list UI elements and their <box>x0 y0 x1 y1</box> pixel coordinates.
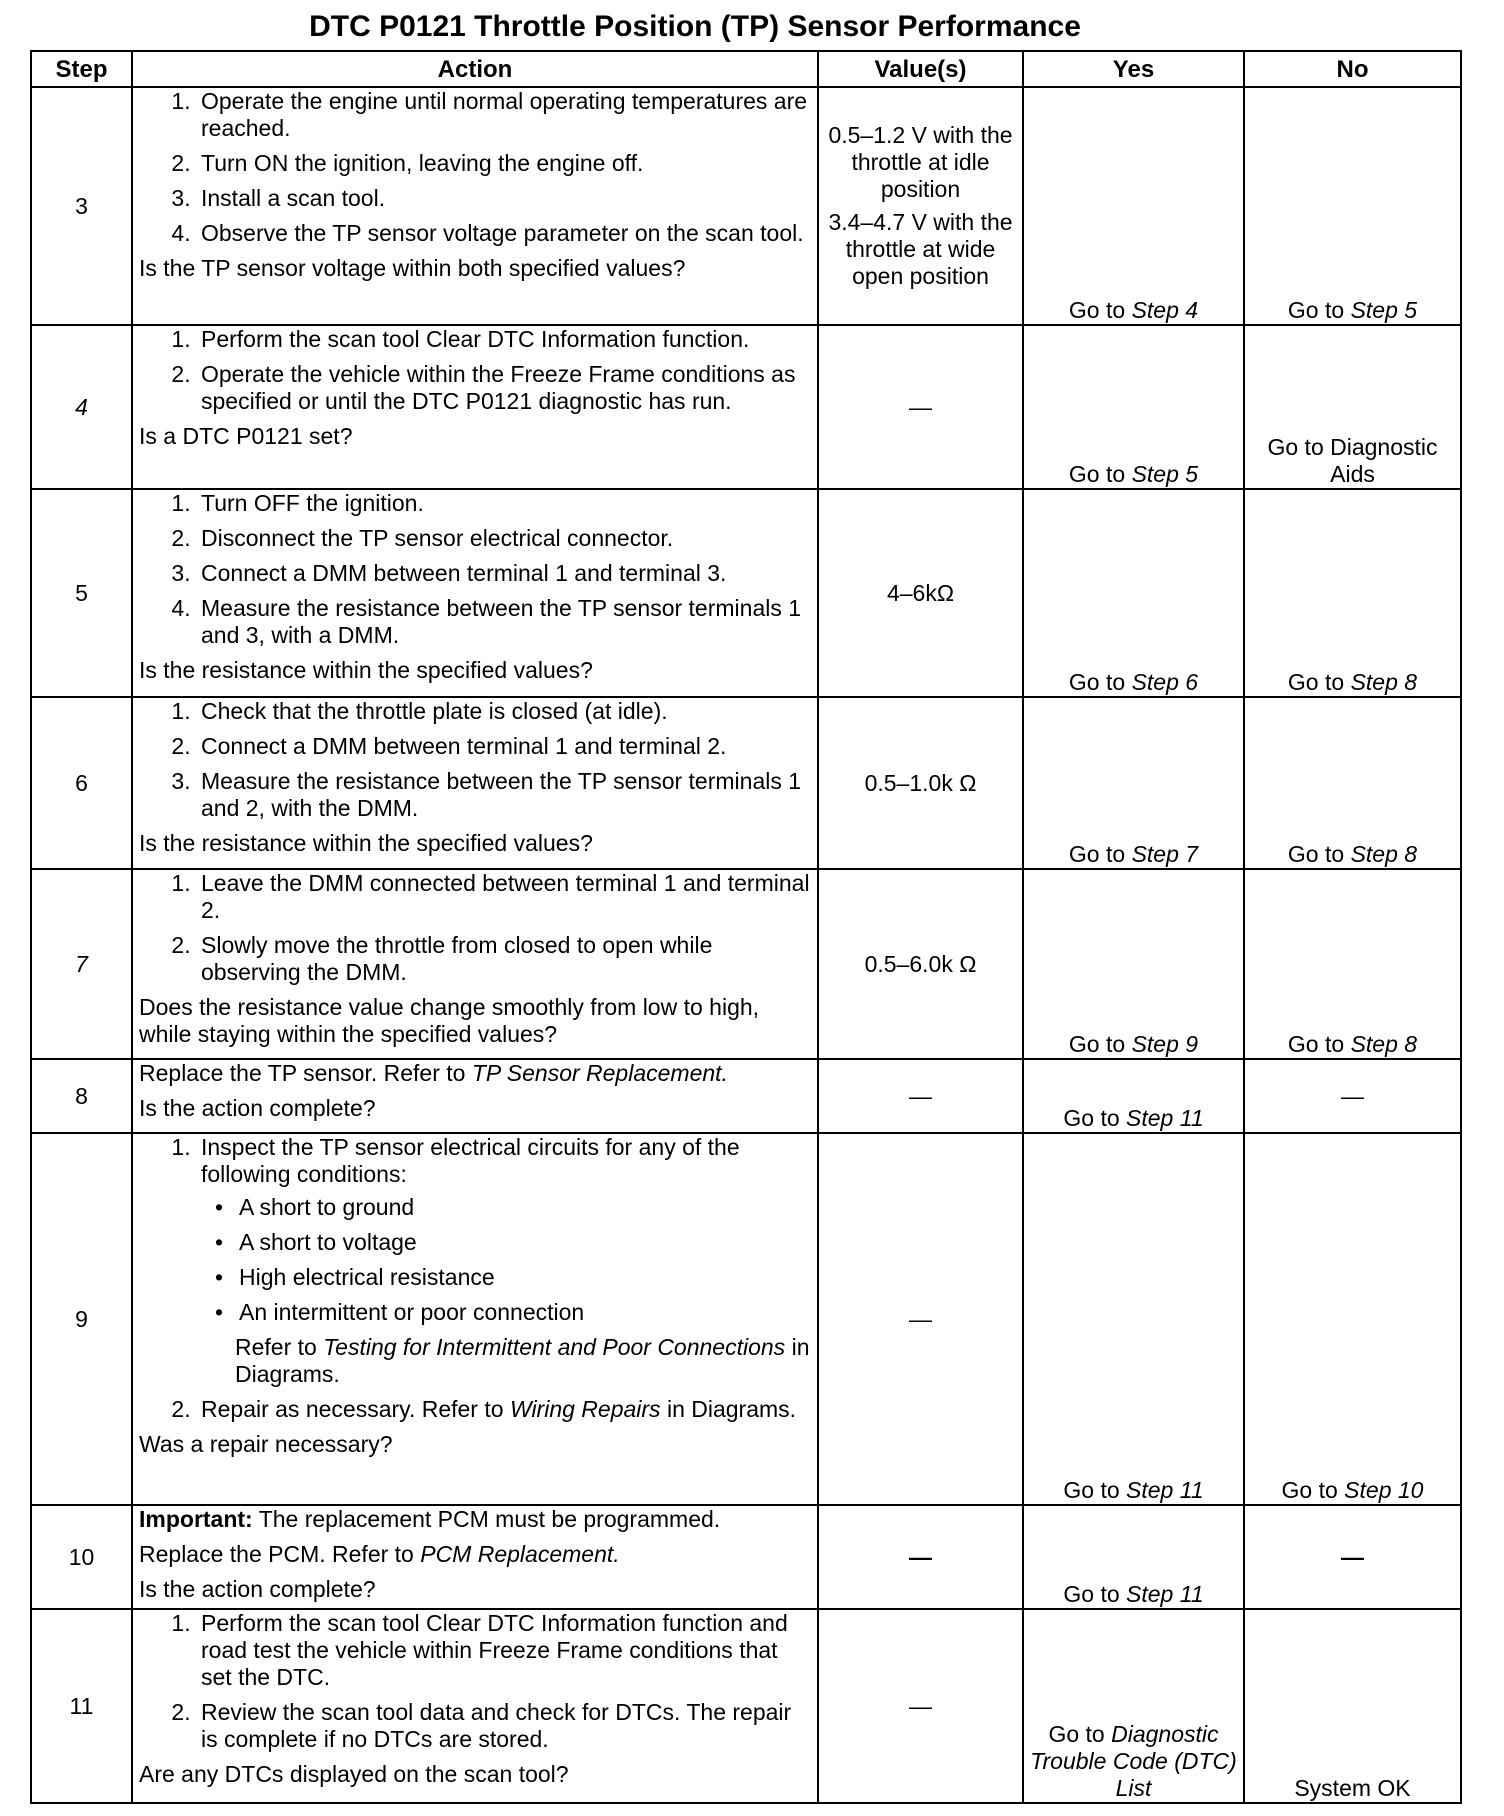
step-number: 4 <box>31 325 132 489</box>
yes-cell <box>1023 489 1244 697</box>
go-to-label: Go to <box>1068 297 1126 323</box>
step-link[interactable]: Step 11 <box>1126 1581 1204 1607</box>
value-cell: — <box>818 1059 1023 1133</box>
value-cell: — <box>818 1133 1023 1505</box>
action-prefix: Replace the PCM. Refer to <box>139 1541 414 1567</box>
action-item: 1. Operate the engine until normal operating temperatures are reached. <box>197 88 811 142</box>
table-row <box>31 489 1461 697</box>
go-to-label: Go to <box>1063 1477 1120 1503</box>
action-prefix: Replace the TP sensor. Refer to <box>139 1060 466 1086</box>
header-action: Action <box>132 51 818 87</box>
header-step: Step <box>31 51 132 87</box>
question-text: Is the action complete? <box>139 1095 376 1121</box>
action-item: 2. Review the scan tool data and check for DTCs. The repair is complete if no DTCs are stored. <box>197 1699 811 1753</box>
condition-item: • An intermittent or poor connection <box>235 1299 811 1326</box>
action-cell <box>132 869 818 1059</box>
question-text: Is the action complete? <box>139 1576 376 1602</box>
value-cell: — <box>818 1505 1023 1609</box>
value-cell <box>818 87 1023 325</box>
table-row <box>31 1505 1461 1609</box>
step-link[interactable]: Step 10 <box>1344 1477 1424 1503</box>
action-item: 3. Measure the resistance between the TP sensor terminals 1 and 2, with the DMM. <box>197 768 811 822</box>
header-values: Value(s) <box>818 51 1023 87</box>
action-item: 1. Perform the scan tool Clear DTC Information function and road test the vehicle within Freeze Frame conditions that set the DTC. <box>197 1610 811 1691</box>
action-item: 4. Measure the resistance between the TP sensor terminals 1 and 3, with a DMM. <box>197 595 811 649</box>
step-link[interactable]: Step 8 <box>1350 669 1418 695</box>
value-cell: 0.5–1.0k Ω <box>818 697 1023 869</box>
no-cell <box>1244 325 1461 489</box>
reference-link[interactable]: TP Sensor Replacement. <box>471 1060 728 1086</box>
action-item: 2. Connect a DMM between terminal 1 and terminal 2. <box>197 733 811 760</box>
step-number: 11 <box>31 1609 132 1803</box>
action-cell <box>132 697 818 869</box>
step-number: 10 <box>31 1505 132 1609</box>
step-link[interactable]: Step 4 <box>1131 297 1199 323</box>
important-note <box>139 1506 811 1533</box>
step-number: 8 <box>31 1059 132 1133</box>
action-list <box>139 1134 811 1423</box>
yes-cell <box>1023 1505 1244 1609</box>
step-number: 3 <box>31 87 132 325</box>
step-number: 7 <box>31 869 132 1059</box>
value-cell: — <box>818 1609 1023 1803</box>
condition-item: • A short to voltage <box>235 1229 811 1256</box>
action-prefix: Repair as necessary. Refer to <box>201 1396 504 1422</box>
go-to-label: Go to <box>1068 1031 1126 1057</box>
go-to-label: Go to <box>1281 1477 1338 1503</box>
step-link[interactable]: Step 8 <box>1350 841 1418 867</box>
table-row <box>31 325 1461 489</box>
action-item: 1. Check that the throttle plate is closed (at idle). <box>197 698 811 725</box>
dtc-list-link[interactable]: Diagnostic Trouble Code (DTC) List <box>1030 1721 1237 1801</box>
go-to-label: Go to <box>1287 841 1345 867</box>
value-cell: — <box>818 325 1023 489</box>
question-text: Was a repair necessary? <box>139 1431 393 1457</box>
action-cell <box>132 489 818 697</box>
action-item: 2. Turn ON the ignition, leaving the engine off. <box>197 150 811 177</box>
value-text: 3.4–4.7 V with the throttle at wide open position <box>828 209 1013 289</box>
step-link[interactable]: Step 6 <box>1131 669 1199 695</box>
action-item: 3. Install a scan tool. <box>197 185 811 212</box>
step-number: 9 <box>31 1133 132 1505</box>
step-link[interactable]: Step 5 <box>1131 461 1199 487</box>
action-text: Inspect the TP sensor electrical circuits for any of the following conditions: <box>201 1134 740 1187</box>
question-text: Is the TP sensor voltage within both specified values? <box>139 255 686 281</box>
step-link[interactable]: Step 7 <box>1131 841 1199 867</box>
step-link[interactable]: Step 11 <box>1126 1477 1204 1503</box>
no-cell <box>1244 1133 1461 1505</box>
action-item: 1. Perform the scan tool Clear DTC Information function. <box>197 326 811 353</box>
value-cell: 4–6kΩ <box>818 489 1023 697</box>
action-cell <box>132 87 818 325</box>
ref-prefix: Refer to <box>235 1334 317 1360</box>
go-to-label: Go to <box>1287 297 1345 323</box>
value-cell: 0.5–6.0k Ω <box>818 869 1023 1059</box>
go-to-label: Go to <box>1287 1031 1345 1057</box>
question-text: Is the resistance within the specified values? <box>139 657 593 683</box>
table-row <box>31 1133 1461 1505</box>
header-row <box>31 51 1461 87</box>
go-to-label: Go to <box>1287 669 1345 695</box>
step-number: 6 <box>31 697 132 869</box>
action-item: 2. Operate the vehicle within the Freeze Frame conditions as specified or until the DTC P0121 diagnostic has run. <box>197 361 811 415</box>
diagnostic-table <box>30 50 1462 1804</box>
no-cell <box>1244 87 1461 325</box>
ref-suffix: in Diagrams. <box>235 1334 810 1387</box>
no-cell <box>1244 697 1461 869</box>
step-link[interactable]: Step 8 <box>1350 1031 1418 1057</box>
step-link[interactable]: Step 5 <box>1350 297 1418 323</box>
yes-cell <box>1023 87 1244 325</box>
action-list <box>139 870 811 986</box>
action-text <box>139 1060 811 1087</box>
page-title: DTC P0121 Throttle Position (TP) Sensor Performance <box>309 10 1081 43</box>
action-item: 1. Leave the DMM connected between terminal 1 and terminal 2. <box>197 870 811 924</box>
yes-cell <box>1023 325 1244 489</box>
action-list <box>139 326 811 415</box>
action-cell <box>132 325 818 489</box>
step-link[interactable]: Step 9 <box>1131 1031 1199 1057</box>
go-to-label: Go to <box>1068 461 1126 487</box>
yes-cell <box>1023 1059 1244 1133</box>
yes-cell <box>1023 869 1244 1059</box>
question-text: Is the resistance within the specified values? <box>139 830 593 856</box>
go-to-label: Go to <box>1068 669 1126 695</box>
step-number: 5 <box>31 489 132 697</box>
action-list <box>139 1610 811 1753</box>
action-cell <box>132 1505 818 1609</box>
action-text <box>139 1541 811 1568</box>
no-cell: — <box>1244 1059 1461 1133</box>
reference-link[interactable]: Testing for Intermittent and Poor Connections <box>323 1334 786 1360</box>
yes-cell <box>1023 1133 1244 1505</box>
header-yes: Yes <box>1023 51 1244 87</box>
go-to-label: Go to <box>1063 1105 1120 1131</box>
action-item: 3. Connect a DMM between terminal 1 and terminal 3. <box>197 560 811 587</box>
condition-list <box>201 1194 811 1326</box>
condition-item: • A short to ground <box>235 1194 811 1221</box>
yes-cell <box>1023 1609 1244 1803</box>
diagnostic-aids-link[interactable]: Go to Diagnostic Aids <box>1267 434 1438 487</box>
action-suffix: in Diagrams. <box>666 1396 797 1422</box>
table-row <box>31 1609 1461 1803</box>
action-item: 1. Turn OFF the ignition. <box>197 490 811 517</box>
condition-item: • High electrical resistance <box>235 1264 811 1291</box>
important-text: The replacement PCM must be programmed. <box>258 1506 721 1532</box>
action-cell <box>132 1133 818 1505</box>
table-row <box>31 869 1461 1059</box>
action-cell <box>132 1059 818 1133</box>
action-item <box>197 1396 811 1423</box>
table-row <box>31 697 1461 869</box>
table-row <box>31 1059 1461 1133</box>
important-label: Important: <box>139 1506 253 1532</box>
question-text: Does the resistance value change smoothly from low to high, while staying within the specified values? <box>139 994 760 1047</box>
reference-note <box>235 1334 811 1388</box>
no-cell <box>1244 489 1461 697</box>
action-item: 2. Slowly move the throttle from closed to open while observing the DMM. <box>197 932 811 986</box>
go-to-label: Go to <box>1063 1581 1120 1607</box>
action-cell <box>132 1609 818 1803</box>
table-row <box>31 87 1461 325</box>
step-link[interactable]: Step 11 <box>1126 1105 1204 1131</box>
action-list <box>139 88 811 247</box>
action-item: 4. Observe the TP sensor voltage parameter on the scan tool. <box>197 220 811 247</box>
action-item <box>197 1134 811 1388</box>
question-text: Is a DTC P0121 set? <box>139 423 353 449</box>
no-cell: System OK <box>1244 1609 1461 1803</box>
header-no: No <box>1244 51 1461 87</box>
go-to-label: Go to <box>1068 841 1126 867</box>
reference-link[interactable]: Wiring Repairs <box>509 1396 661 1422</box>
action-list <box>139 490 811 649</box>
no-cell: — <box>1244 1505 1461 1609</box>
action-list <box>139 698 811 822</box>
question-text: Are any DTCs displayed on the scan tool? <box>139 1761 569 1787</box>
reference-link[interactable]: PCM Replacement. <box>420 1541 620 1567</box>
action-item: 2. Disconnect the TP sensor electrical connector. <box>197 525 811 552</box>
yes-cell <box>1023 697 1244 869</box>
go-to-label: Go to <box>1048 1721 1105 1747</box>
value-text: 0.5–1.2 V with the throttle at idle position <box>828 122 1013 202</box>
no-cell <box>1244 869 1461 1059</box>
